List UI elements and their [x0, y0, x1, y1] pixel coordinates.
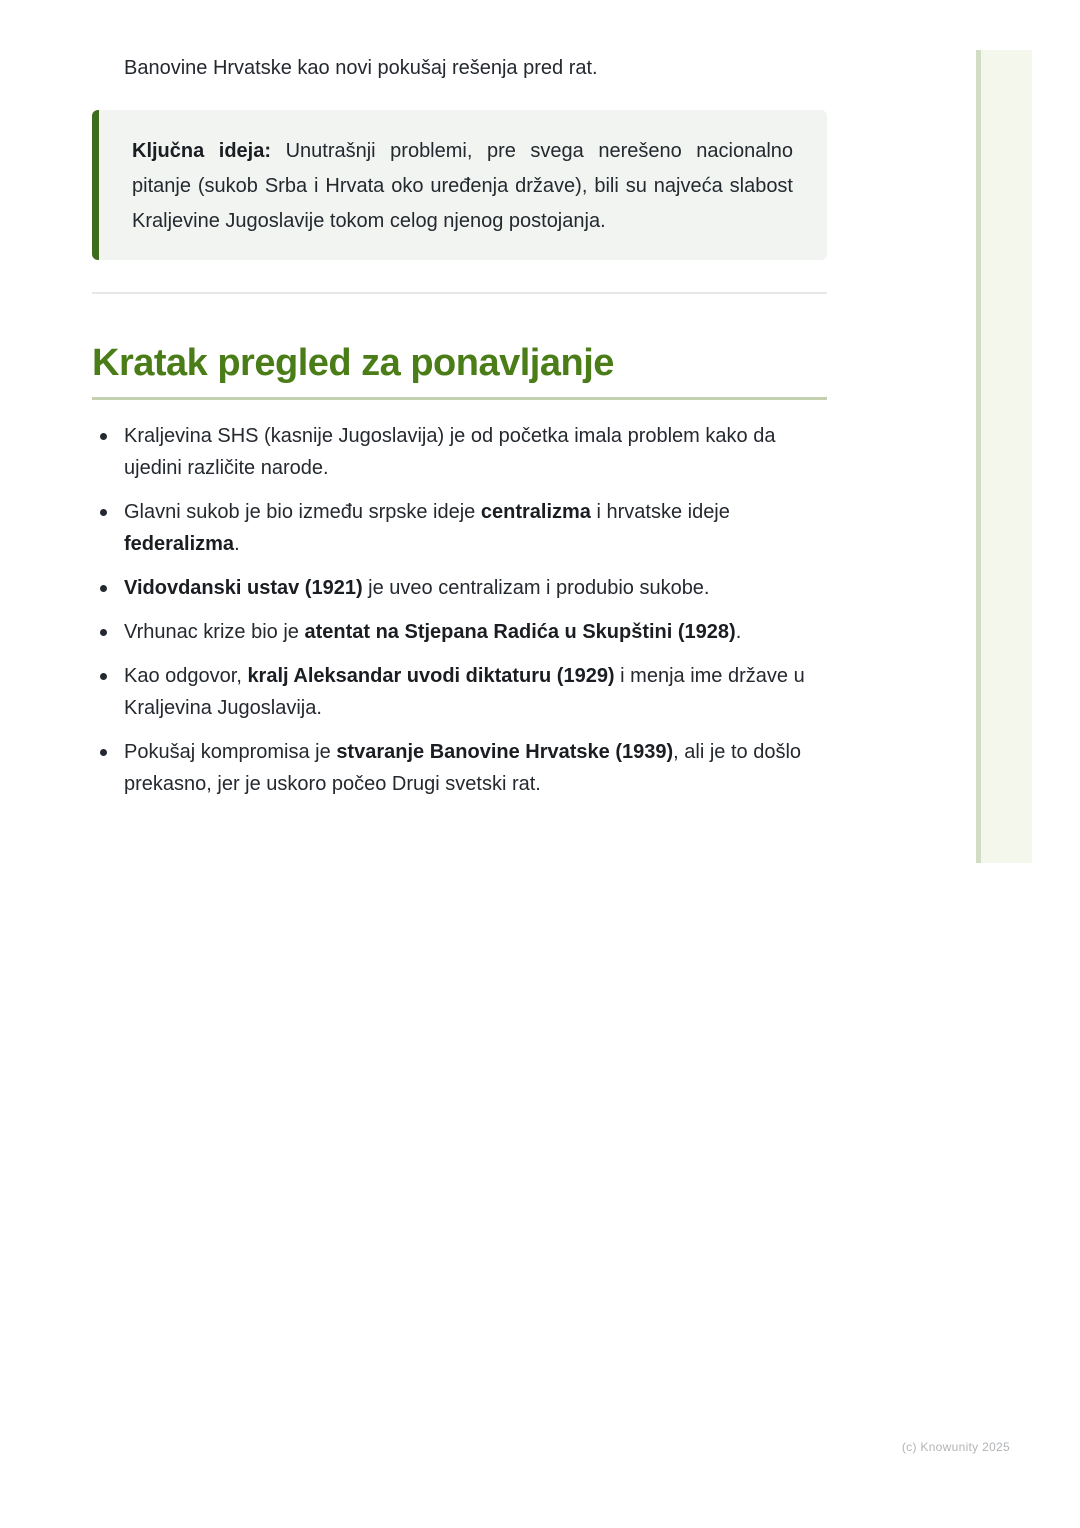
section-title: Kratak pregled za ponavljanje	[92, 342, 614, 384]
summary-list	[92, 420, 827, 812]
list-item: Vrhunac krize bio je atentat na Stjepana Radića u Skupštini (1928).	[92, 616, 827, 648]
list-item: Pokušaj kompromisa je stvaranje Banovine Hrvatske (1939), ali je to došlo prekasno, jer je uskoro počeo Drugi svetski rat.	[92, 736, 827, 800]
list-item: Kraljevina SHS (kasnije Jugoslavija) je od početka imala problem kako da ujedini različite narode.	[92, 420, 827, 484]
callout-text: Unutrašnji problemi, pre svega nerešeno nacionalno pitanje (sukob Srba i Hrvata oko uređenja države), bili su najveća slabost Kraljevine Jugoslavije tokom celog njenog postojanja.	[132, 140, 794, 232]
copyright-footer: (c) Knowunity 2025	[901, 1440, 1010, 1454]
side-panel	[976, 50, 1032, 863]
bullet-icon	[100, 433, 107, 440]
title-underline	[92, 397, 827, 400]
list-item: Kao odgovor, kralj Aleksandar uvodi diktaturu (1929) i menja ime države u Kraljevina Jugoslavija.	[92, 660, 827, 724]
bullet-icon	[100, 585, 107, 592]
list-item: Glavni sukob je bio između srpske ideje centralizma i hrvatske ideje federalizma.	[92, 496, 827, 560]
bullet-icon	[100, 629, 107, 636]
section-divider	[92, 292, 827, 294]
lead-paragraph: Banovine Hrvatske kao novi pokušaj rešenja pred rat.	[124, 57, 598, 79]
bullet-icon	[100, 673, 107, 680]
list-item: Vidovdanski ustav (1921) je uveo centralizam i produbio sukobe.	[92, 572, 827, 604]
key-idea-callout	[92, 110, 827, 260]
callout-label: Ključna ideja:	[132, 140, 272, 162]
bullet-icon	[100, 509, 107, 516]
bullet-icon	[100, 749, 107, 756]
